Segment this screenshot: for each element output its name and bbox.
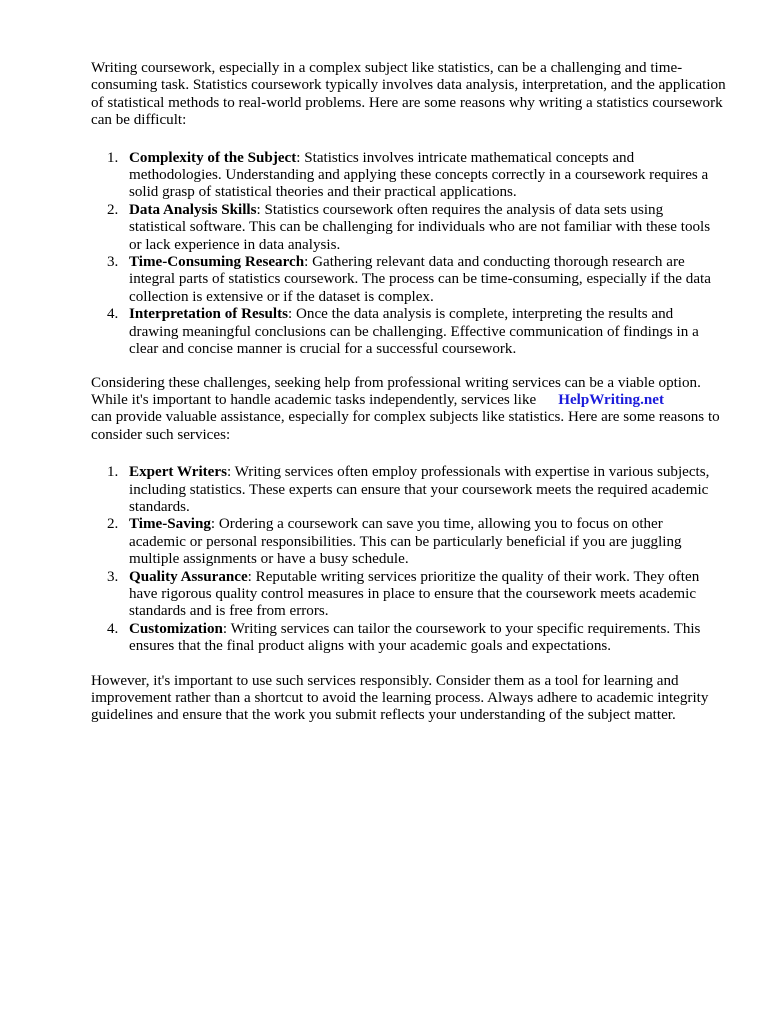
list-number: 1. — [107, 464, 119, 481]
list-item-separator: : — [288, 306, 293, 323]
list-item — [91, 569, 711, 621]
list-item-separator: : — [210, 516, 216, 533]
list-item-term: Interpretation of Results — [129, 306, 289, 323]
list-item-text: Gathering relevant data and conducting thorough research are integral parts of statistics coursework. The process can be time-consuming, especially if the data collection is extensive or if the dataset is complex. — [129, 254, 711, 305]
list-item-separator: : — [256, 201, 261, 218]
list-item-separator: : — [304, 254, 309, 271]
list-number: 4. — [107, 620, 119, 637]
challenges-list — [91, 150, 731, 359]
list-item — [91, 202, 711, 254]
list-item-separator: : — [226, 464, 232, 481]
list-item-term: Time-Saving — [129, 516, 211, 533]
list-number: 2. — [107, 516, 119, 533]
list-number: 3. — [107, 254, 119, 271]
list-item — [91, 306, 711, 358]
list-number: 2. — [107, 201, 119, 218]
list-number: 3. — [107, 568, 119, 585]
helpwriting-link[interactable]: HelpWriting.net — [558, 391, 664, 408]
list-item-text: Statistics involves intricate mathematical concepts and methodologies. Understanding and applying these concepts correctly in a coursework requires a solid grasp of statistical theories and their practical applications. — [129, 149, 709, 201]
list-item-text: Reputable writing services prioritize the quality of their work. They often have rigorous quality control measures in place to ensure that the coursework meets academic standards and is free from errors. — [129, 568, 700, 620]
list-item — [91, 150, 711, 202]
list-item-term: Complexity of the Subject — [129, 149, 297, 166]
list-item-separator: : — [222, 620, 228, 637]
list-item-term: Expert Writers — [129, 464, 227, 481]
list-number: 1. — [107, 149, 119, 166]
list-item-text: Writing services often employ professionals with expertise in various subjects, including statistics. These experts can ensure that your coursework meets the required academic standards. — [129, 464, 710, 515]
reasons-list — [91, 464, 731, 655]
list-item-text: Writing services can tailor the coursework to your specific requirements. This ensures that the final product aligns with your academic goals and expectations. — [129, 620, 701, 655]
list-item-separator: : — [247, 568, 252, 585]
services-intro-after: can provide valuable assistance, especially for complex subjects like statistics. Here are some reasons to consider such services: — [91, 409, 720, 443]
list-item — [91, 516, 711, 568]
list-item-term: Data Analysis Skills — [129, 201, 257, 218]
list-number: 4. — [107, 306, 119, 323]
list-item-term: Quality Assurance — [129, 568, 248, 585]
services-paragraph — [91, 375, 731, 445]
list-item-text: Once the data analysis is complete, interpreting the results and drawing meaningful conclusions can be challenging. Effective communication of findings in a clear and concise manner is crucial for a successful coursework. — [129, 306, 699, 358]
list-item-term: Customization — [129, 620, 223, 637]
closing-paragraph: However, it's important to use such services responsibly. Consider them as a tool for learning and improvement rather than a shortcut to avoid the learning process. Always adhere to academic integrity guidelines and ensure that the work you submit reflects your understanding of the subject matter. — [91, 672, 709, 724]
list-item — [91, 254, 711, 306]
list-item — [91, 464, 711, 516]
list-item-separator: : — [296, 149, 301, 166]
list-item-term: Time-Consuming Research — [129, 254, 305, 271]
list-item — [91, 621, 711, 656]
document-page — [91, 60, 731, 725]
list-item-text: Ordering a coursework can save you time, allowing you to focus on other academic or personal responsibilities. This can be particularly beneficial if you are juggling multiple assignments or have a busy schedule. — [129, 516, 682, 568]
list-item-text: Statistics coursework often requires the analysis of data sets using statistical software. This can be challenging for individuals who are not familiar with these tools or lack experience in data analysis. — [129, 201, 711, 253]
services-intro-before: Considering these challenges, seeking help from professional writing services can be a viable option. While it's important to handle academic tasks independently, services like — [91, 374, 701, 408]
intro-paragraph: Writing coursework, especially in a complex subject like statistics, can be a challenging and time-consuming task. Statistics coursework typically involves data analysis, interpretation, and the application of statistical methods to real-world problems. Here are some reasons why writing a statistics coursework can be difficult: — [91, 60, 726, 129]
